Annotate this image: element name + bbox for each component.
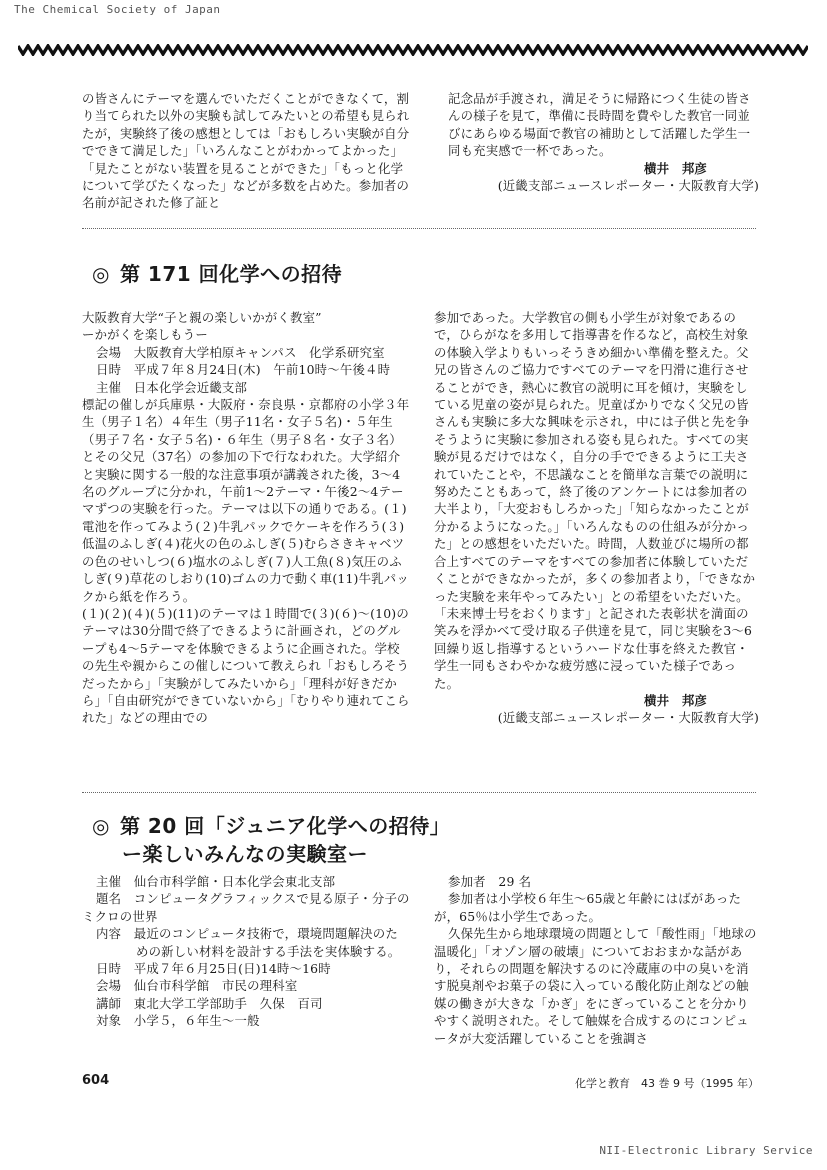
event-lecturer: 講師 東北大学工学部助手 久保 百司 bbox=[96, 995, 323, 1011]
event-date: 日時 平成７年６月25日(日)14時〜16時 bbox=[96, 961, 331, 977]
section1-title: 第 171 回化学への招待 bbox=[119, 262, 343, 286]
journal-citation: 化学と教育 43 巻 9 号（1995 年） bbox=[575, 1077, 759, 1090]
divider bbox=[82, 228, 756, 229]
section1-paragraph-3: 参加であった。大学教官の側も小学生が対象であるので，ひらがなを多用して指導書を作るなど，高校生対象の体験入学よりもいっそうきめ細かい準備を整えた。父兄の皆さんのご協力ですべてのテーマを円滑に進行させることができ，熱心に教官の説明に耳を傾け，実験をしている児童の姿が見られた。児童ばかりでなく父兄の皆さんも実験に多大な興味を示され，中には子供と先を争そうように実験に参加される姿も見られた。すべての実験が見るだけではなく，自分の手でできるように工夫されていたことや，不思議なことを簡単な言葉での説明に努めたこともあって，終了後のアンケートには参加者の大半より，「大変おもしろかった」「知らなかったことが分かるようになった。」「いろんなものの仕組みが分かった」との感想をいただいた。時間，人数並びに場所の都合上すべてのテーマをすべての参加者に体験していただくことができなかったが，多くの参加者より，「できなかった実験を来年やってみたい」との希望をいただいた。「未来博士号をおくります」と記された表彰状を満面の笑みを浮かべて受け取る子供達を見て，同じ実験を3〜6回繰り返し指導するというハードな仕事を終えた教官・学生一同もさわやかな疲労感に浸っていた様子であった。 bbox=[434, 310, 756, 691]
event-host: 主催 仙台市科学館・日本化学会東北支部 bbox=[96, 874, 336, 889]
section1-heading bbox=[92, 258, 342, 287]
section2-paragraph-2: 久保先生から地球環境の問題として「酸性雨」「地球の温暖化」「オゾン層の破壊」についておおまかな話があり，それらの問題を解決するのに冷蔵庫の中の臭いを消す脱臭剤やお菓子の袋に入っている酸化防止剤などの触媒の働きが大きな「かぎ」をにぎっていることを分かりやすく説明された。そして触媒を合成するのにコンピュータが大変活躍していることを強調さ bbox=[434, 926, 757, 1046]
section1-right-column bbox=[434, 309, 759, 727]
section1-affiliation: (近畿支部ニュースレポーター・大阪教育大学) bbox=[497, 710, 759, 726]
section2-paragraph-1: 参加者は小学校６年生〜65歳と年齢にはばがあったが，65％は小学生であった。 bbox=[434, 891, 742, 924]
section2-heading bbox=[92, 810, 450, 839]
top-affiliation: (近畿支部ニュースレポーター・大阪教育大学) bbox=[497, 178, 759, 194]
top-right-paragraph: 記念品が手渡され，満足そうに帰路につく生徒の皆さんの様子を見て，準備に長時間を費やした教官一同並びにあらゆる場面で教官の補助として活躍した学生一同も充実感で一杯であった。 bbox=[448, 91, 751, 159]
section1-paragraph-2: (１)(２)(４)(５)(11)のテーマは１時間で(３)(６)〜(10)のテーマは30分間で終了できるように計画され，どのグループも4〜5テーマを体験できるように企画された。学校の先生や親からこの催しについて教えられ「おもしろそうだったから」「実験がしてみたいから」「理科が好きだから」「自由研究ができていないから」「むりやり連れてこられた」などの理由での bbox=[82, 605, 410, 726]
double-circle-icon: ◎ bbox=[92, 262, 110, 286]
event-theme: 題名 コンピュータグラフィックスで見る原子・分子のミクロの世界 bbox=[82, 891, 410, 924]
society-header: The Chemical Society of Japan bbox=[14, 3, 221, 16]
event-date: 日時 平成７年８月24日(木) 午前10時〜午後４時 bbox=[96, 362, 391, 378]
event-venue: 会場 大阪教育大学柏原キャンパス 化学系研究室 bbox=[96, 344, 385, 360]
top-left-paragraph: の皆さんにテーマを選んでいただくことができなくて，割り当てられた以外の実験も試してみたいとの希望も見られたが，実験終了後の感想としては「おもしろい実験が自分でできて満足した」「いろんなことがわかってよかった」「見たことがない装置を見ることができた」「もっと化学について学びたくなった」などが多数を占めた。参加者の名前が記された修了証と bbox=[82, 91, 410, 211]
top-author: 横井 邦彦 bbox=[644, 160, 707, 176]
double-circle-icon: ◎ bbox=[92, 814, 110, 838]
section1-paragraph-1: 標記の催しが兵庫県・大阪府・奈良県・京都府の小学３年生（男子１名）４年生（男子11名・女子５名)・５年生（男子７名・女子５名)・６年生（男子８名・女子３名）とその父兄（37名）の参加の下で行なわれた。大学紹介と実験に関する一般的な注意事項が講義された後，3〜4名のグループに分かれ，午前1〜2テーマ・午後2〜4テーマずつの実験を行った。テーマは以下の通りである。(１)電池を作ってみよう(２)牛乳パックでケーキを作ろう(３)低温のふしぎ(４)花火の色のふしぎ(５)むらさきキャベツの色のせいしつ(６)塩水のふしぎ(７)人工魚(８)気圧のふしぎ(９)草花のしおり(10)ゴムの力で動く車(11)牛乳パックから紙を作ろう。 bbox=[82, 397, 410, 604]
event-subname: ーかがくを楽しもうー bbox=[82, 327, 208, 343]
section2-right-column bbox=[434, 873, 759, 1047]
section1-author: 横井 邦彦 bbox=[644, 692, 707, 708]
section2-subtitle: ー楽しいみんなの実験室ー bbox=[122, 842, 368, 866]
page-number: 604 bbox=[82, 1073, 110, 1088]
section2-title: 第 20 回「ジュニア化学への招待」 bbox=[119, 814, 451, 838]
section2-left-column bbox=[82, 873, 410, 1030]
event-venue: 会場 仙台市科学館 市民の理科室 bbox=[96, 978, 298, 994]
section1-left-column bbox=[82, 309, 410, 727]
top-left-column bbox=[82, 90, 410, 212]
event-target: 対象 小学５，６年生〜一般 bbox=[96, 1013, 260, 1029]
event-content: 内容 最近のコンピュータ技術で，環境問題解決のための新しい材料を設計する手法を実体験する。 bbox=[96, 926, 401, 959]
nii-footer: NII-Electronic Library Service bbox=[599, 1144, 813, 1157]
zigzag-rule bbox=[18, 44, 808, 56]
top-right-column bbox=[434, 90, 759, 194]
divider bbox=[82, 792, 756, 793]
participant-count: 参加者 29 名 bbox=[448, 874, 532, 889]
event-host: 主催 日本化学会近畿支部 bbox=[96, 379, 248, 395]
event-name: 大阪教育大学“子と親の楽しいかがく教室” bbox=[82, 310, 322, 325]
